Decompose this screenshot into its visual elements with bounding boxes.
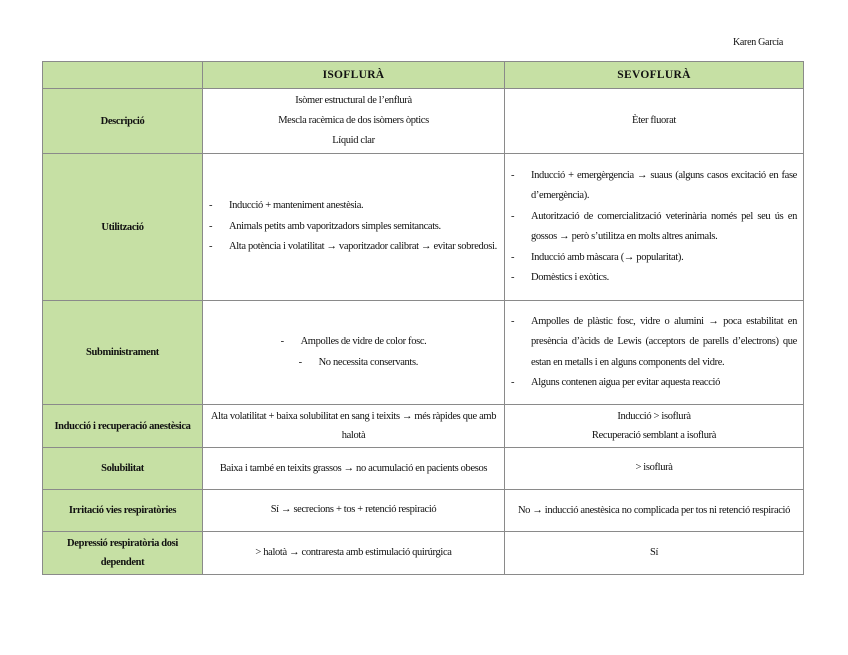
list-item: - Domèstics i exòtics.	[511, 268, 797, 289]
cell-line: Èter fluorat	[632, 114, 676, 126]
comparison-table	[42, 61, 804, 575]
cell-line: No → inducció anestèsica no complicada per tos ni retenció respiració	[517, 505, 791, 516]
cell-line: Alta volatilitat + baixa solubilitat en sang i teixits → més ràpides que amb halotà	[210, 411, 497, 441]
sevo-cell	[505, 532, 804, 575]
cell-line: Inducció > isoflurà	[617, 411, 691, 422]
table-row	[43, 89, 804, 154]
table-row	[43, 154, 804, 301]
table-row	[43, 532, 804, 575]
bullet-list	[511, 166, 797, 289]
list-item: - No necessita conservants.	[299, 353, 427, 374]
sevo-cell	[505, 89, 804, 154]
sevo-cell	[505, 154, 804, 301]
list-item: - Inducció amb màscara (→ popularitat).	[511, 248, 797, 269]
cell-line: > isoflurà	[635, 462, 673, 474]
sevo-cell	[505, 448, 804, 490]
iso-cell	[203, 89, 505, 154]
table-row	[43, 490, 804, 532]
iso-cell	[203, 490, 505, 532]
cell-line: Líquid clar	[332, 135, 375, 146]
list-item: - Ampolles de vidre de color fosc.	[281, 332, 427, 353]
list-item: - Autorització de comercialització veterinària només pel seu ús en gossos → però s’utilitza en molts altres animals.	[511, 207, 797, 248]
cell-line: Baixa i també en teixits grassos → no acumulació en pacients obesos	[219, 463, 488, 474]
list-item: - Inducció + manteniment anestèsia.	[209, 196, 498, 217]
row-label: Irritació vies respiratòries	[43, 490, 203, 532]
sevo-cell	[505, 490, 804, 532]
row-label: Depressió respiratòria dosi dependent	[43, 532, 203, 575]
cell-line: > halotà → contraresta amb estimulació quirúrgica	[255, 546, 452, 558]
table-row	[43, 301, 804, 405]
bullet-list	[511, 312, 797, 394]
row-label: Subministrament	[43, 301, 203, 405]
iso-cell	[203, 154, 505, 301]
cell-line: Recuperació semblant a isoflurà	[591, 430, 717, 441]
header-row	[43, 62, 804, 89]
table-row	[43, 405, 804, 448]
table-row	[43, 448, 804, 490]
cell-line: Sí	[649, 546, 659, 558]
row-label: Descripció	[43, 89, 203, 154]
iso-cell	[203, 301, 505, 405]
row-label: Solubilitat	[43, 448, 203, 490]
bullet-list	[281, 332, 427, 373]
author-name: Karen García	[733, 37, 783, 48]
header-isoflura: ISOFLURÀ	[203, 62, 505, 89]
cell-line: Isòmer estructural de l’enflurà	[295, 95, 412, 106]
list-item: - Animals petits amb vaporitzadors simples semitancats.	[209, 217, 498, 238]
list-item: - Alguns contenen aigua per evitar aquesta reacció	[511, 373, 797, 394]
header-sevoflura: SEVOFLURÀ	[505, 62, 804, 89]
iso-cell	[203, 532, 505, 575]
list-item: - Inducció + emergèrgencia → suaus (alguns casos excitació en fase d’emergència).	[511, 166, 797, 207]
header-corner	[43, 62, 203, 89]
sevo-cell	[505, 301, 804, 405]
row-label: Inducció i recuperació anestèsica	[43, 405, 203, 448]
cell-line: Mescla racèmica de dos isòmers òptics	[278, 115, 429, 126]
iso-cell	[203, 405, 505, 448]
bullet-list	[209, 196, 498, 258]
list-item: - Ampolles de plàstic fosc, vidre o alumini → poca estabilitat en presència d’àcids de Lewis (acceptors de parells d’electrons) que estan en metalls i en alguns components del vidre.	[511, 312, 797, 374]
sevo-cell	[505, 405, 804, 448]
iso-cell	[203, 448, 505, 490]
row-label: Utilització	[43, 154, 203, 301]
list-item: - Alta potència i volatilitat → vaporitzador calibrat → evitar sobredosi.	[209, 237, 498, 258]
cell-line: Sí → secrecions + tos + retenció respiració	[270, 504, 437, 516]
